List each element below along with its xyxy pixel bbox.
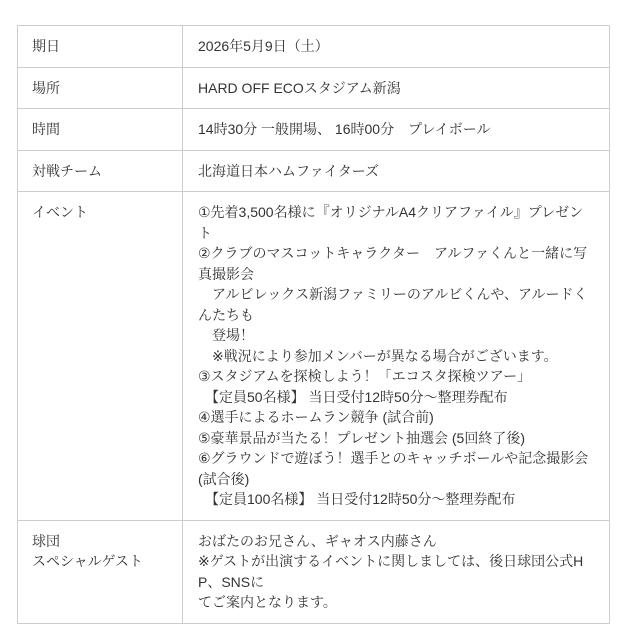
row-label-line: 期日 <box>32 38 60 54</box>
row-value-time <box>183 109 610 151</box>
event-info-table <box>17 25 610 624</box>
row-value-line: ※ゲストが出演するイベントに関しましては、後日球団公式HP、SNSに <box>198 553 584 590</box>
row-value-line: HARD OFF ECOスタジアム新潟 <box>198 79 401 96</box>
row-value-date <box>183 26 610 68</box>
row-label-line: 時間 <box>32 121 60 137</box>
row-label-line: 対戦チーム <box>32 162 102 179</box>
row-label-line: スペシャルゲスト <box>32 553 143 569</box>
table-row-place <box>18 67 610 109</box>
row-label-line: 球団 <box>32 532 60 549</box>
row-value-line: ⑥グラウンドで遊ぼう！選手とのキャッチボールや記念撮影会 (試合後) <box>198 450 593 487</box>
row-label-events <box>18 192 183 521</box>
table-row-time <box>18 109 610 151</box>
row-value-line: 14時30分 一般開場、 16時00分 プレイボール <box>198 121 491 137</box>
table-row-special-guests <box>18 520 610 623</box>
table-row-opponent-team <box>18 150 610 192</box>
row-label-opponent-team <box>18 150 183 192</box>
row-label-special-guests <box>18 520 183 623</box>
row-value-special-guests <box>183 520 610 623</box>
row-value-place <box>183 67 610 109</box>
row-value-events <box>183 192 610 521</box>
row-label-date <box>18 26 183 68</box>
row-value-opponent-team <box>183 150 610 192</box>
row-value-line: 北海道日本ハムファイターズ <box>198 162 380 179</box>
row-label-line: 場所 <box>32 79 60 96</box>
row-value-line: ※戦況により参加メンバーが異なる場合がございます。 <box>198 347 558 364</box>
event-info-section <box>17 25 610 624</box>
row-value-line: ①先着3,500名様に『オリジナルA4クリアファイル』プレゼント <box>198 204 584 241</box>
row-value-line: 【定員100名様】 当日受付12時50分〜整理券配布 <box>198 491 516 507</box>
row-value-line: ③スタジアムを探検しよう！「エコスタ探検ツアー」 <box>198 368 532 384</box>
row-label-line: イベント <box>32 204 88 220</box>
row-value-line: 2026年5月9日（土） <box>198 38 329 54</box>
table-row-events <box>18 192 610 521</box>
row-value-line: 【定員50名様】 当日受付12時50分〜整理券配布 <box>198 388 508 405</box>
row-value-line: ②クラブのマスコットキャラクター アルファくんと一緒に写真撮影会 <box>198 245 588 282</box>
row-value-line: アルビレックス新潟ファミリーのアルビくんや、アルードくんたちも <box>198 286 588 323</box>
row-value-line: ⑤豪華景品が当たる！プレゼント抽選会 (5回終了後) <box>198 429 525 446</box>
row-value-line: てご案内となります。 <box>198 594 337 610</box>
row-value-line: 登場！ <box>198 327 254 343</box>
table-row-date <box>18 26 610 68</box>
row-label-place <box>18 67 183 109</box>
row-value-line: ④選手によるホームラン競争 (試合前) <box>198 409 434 425</box>
row-value-line: おばたのお兄さん、ギャオス内藤さん <box>198 532 437 549</box>
event-info-table-body <box>18 26 610 624</box>
row-label-time <box>18 109 183 151</box>
